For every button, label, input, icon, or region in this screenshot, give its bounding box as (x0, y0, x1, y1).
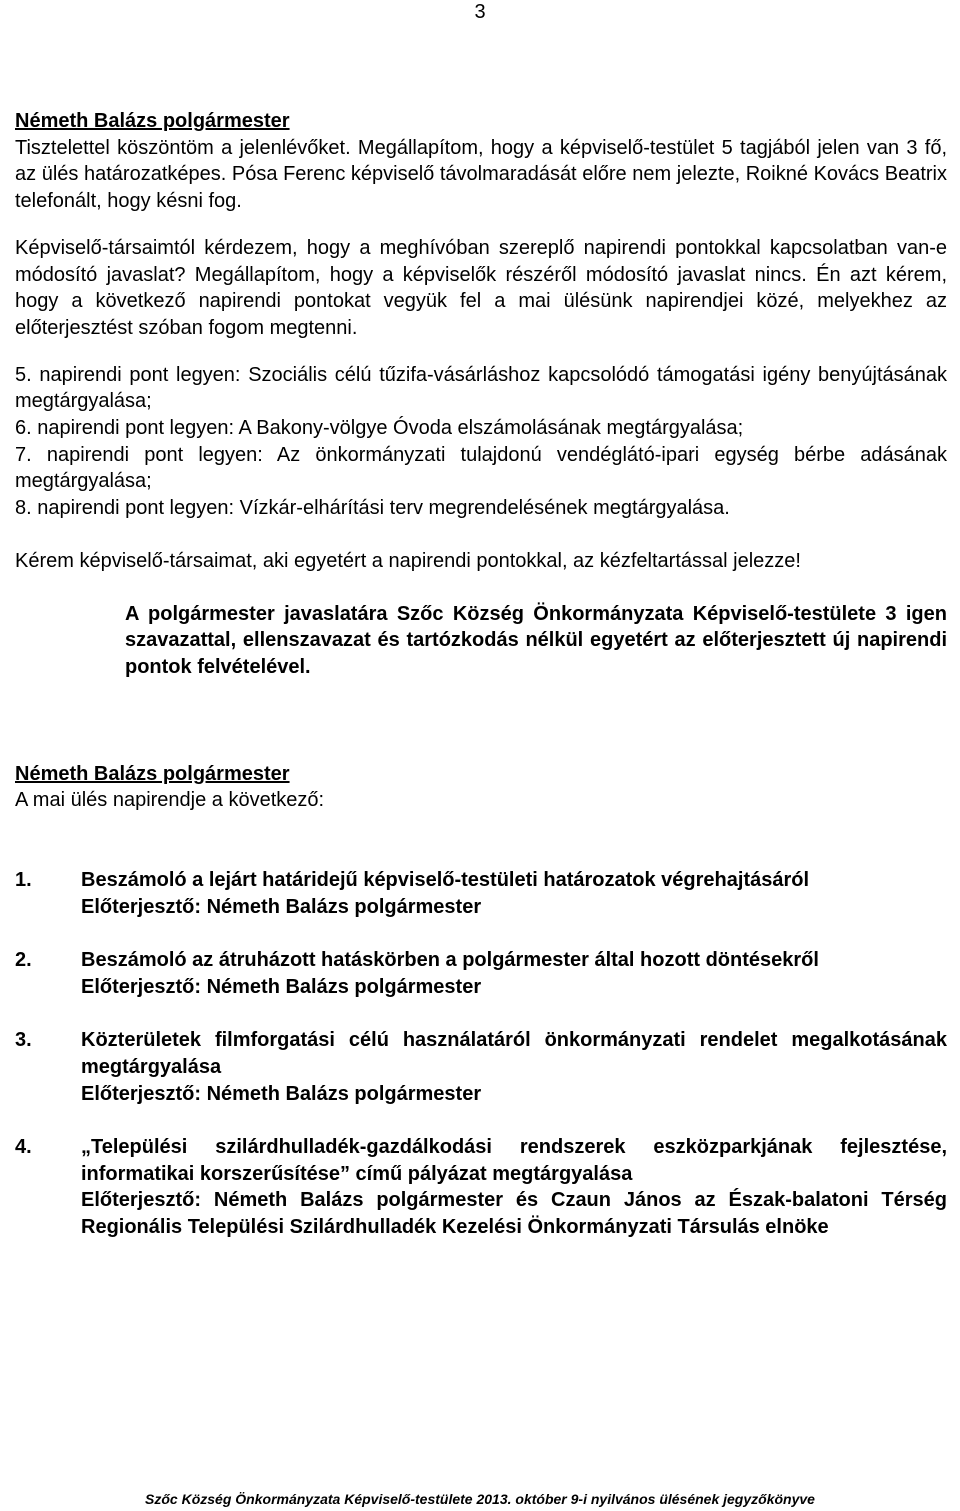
agenda-item-presenter: Előterjesztő: Németh Balázs polgármester és Czaun János az Észak-balatoni Térség Regionális Települési Szilárdhulladék Kezelési Önkormányzati Társulás elnöke (81, 1189, 947, 1239)
amendment-paragraph: Képviselő-társaimtól kérdezem, hogy a meghívóban szereplő napirendi pontokkal kapcsolatban van-e módosító javaslat? Megállapítom, hogy a képviselők részéről módosító javaslat nincs. Én azt kérem, hogy a következő napirendi pontokat vegyük fel a mai ülésünk napirendjei közé, melyekhez az előterjesztést szóban fogom megtenni. (15, 236, 947, 339)
agenda-item (15, 1027, 947, 1107)
page-footer: Szőc Község Önkormányzata Képviselő-testülete 2013. október 9-i nyilvános ülésének jegyzőkönyve (145, 1491, 815, 1507)
agenda-item-title: Beszámoló az átruházott hatáskörben a polgármester által hozott döntésekről (81, 949, 819, 972)
new-agenda-point-6: 6. napirendi pont legyen: A Bakony-völgye Óvoda elszámolásának megtárgyalása; (15, 417, 744, 440)
new-agenda-point-7: 7. napirendi pont legyen: Az önkormányzati tulajdonú vendéglátó-ipari egység bérbe adásának megtárgyalása; (15, 443, 947, 493)
agenda-item-title: Közterületek filmforgatási célú használatáról önkormányzati rendelet megalkotásának megtárgyalása (81, 1029, 947, 1078)
speaker-heading-2: Németh Balázs polgármester (15, 762, 290, 785)
agenda-item-presenter: Előterjesztő: Németh Balázs polgármester (81, 1082, 482, 1105)
agenda-intro: A mai ülés napirendje a következő: (15, 789, 325, 812)
agenda-item-presenter: Előterjesztő: Németh Balázs polgármester (81, 975, 482, 998)
agenda-item-title: „Települési szilárdhulladék-gazdálkodási rendszerek eszközparkjának fejlesztése, informatikai korszerűsítése” című pályázat megtárgyalása (81, 1136, 947, 1185)
vote-request-paragraph: Kérem képviselő-társaimat, aki egyetért a napirendi pontokkal, az kézfeltartással jelezze! (15, 549, 801, 572)
new-agenda-point-5: 5. napirendi pont legyen: Szociális célú tűzifa-vásárláshoz kapcsolódó támogatási igény benyújtásának megtárgyalása; (15, 363, 947, 413)
agenda-item (15, 947, 947, 1000)
new-agenda-point-8: 8. napirendi pont legyen: Vízkár-elhárítási terv megrendelésének megtárgyalása. (15, 497, 730, 520)
agenda-item-number: 3. (15, 1029, 32, 1052)
decision-paragraph: A polgármester javaslatára Szőc Község Önkormányzata Képviselő-testülete 3 igen szavazattal, ellenszavazat és tartózkodás nélkül egyetért az előterjesztett új napirendi pontok felvételével. (125, 602, 947, 678)
page-number: 3 (474, 1, 486, 23)
agenda-list (15, 867, 947, 1241)
agenda-item-number: 1. (15, 869, 32, 892)
agenda-item-number: 2. (15, 949, 32, 972)
agenda-item (15, 1134, 947, 1241)
agenda-item-title: Beszámoló a lejárt határidejű képviselő-testületi határozatok végrehajtásáról (81, 869, 810, 892)
agenda-item-number: 4. (15, 1136, 32, 1159)
agenda-item-presenter: Előterjesztő: Németh Balázs polgármester (81, 895, 482, 918)
speaker-heading-1: Németh Balázs polgármester (15, 110, 290, 132)
welcome-paragraph: Tisztelettel köszöntöm a jelenlévőket. Megállapítom, hogy a képviselő-testület 5 tagjából jelen van 3 fő, az ülés határozatképes. Pósa Ferenc képviselő távolmaradását előre nem jelezte, Roikné Kovács Beatrix telefonált, hogy késni fog. (15, 136, 947, 213)
document-body (15, 108, 947, 1268)
agenda-item (15, 867, 947, 920)
